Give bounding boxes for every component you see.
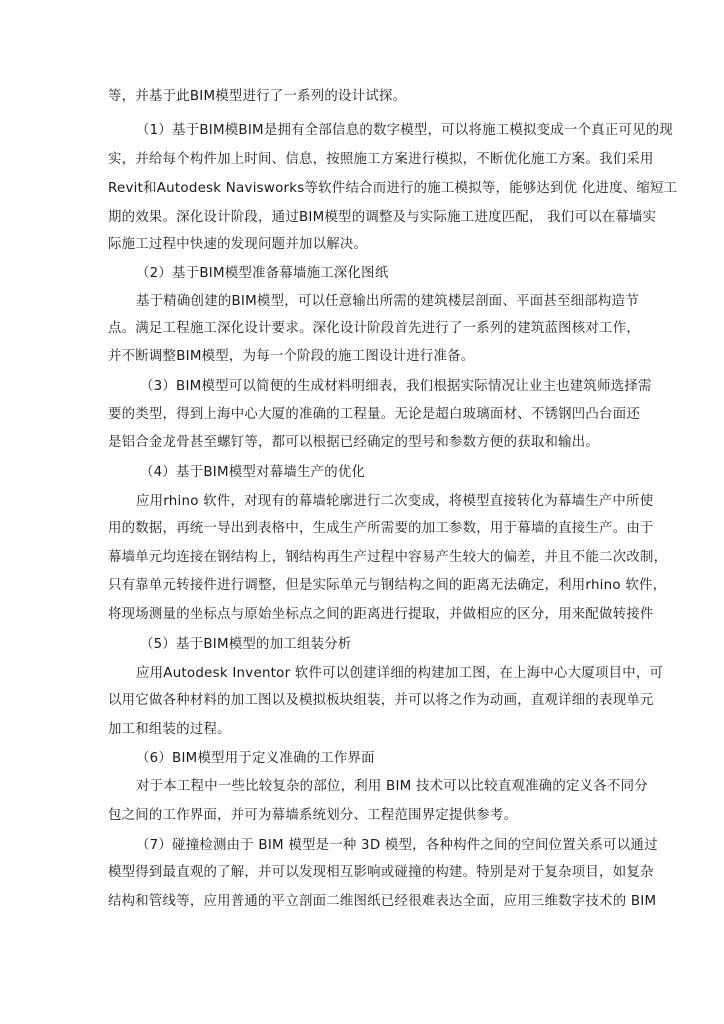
text-line: 期的效果。深化设计阶段，通过BIM模型的调整及与实际施工进度匹配， 我们可以在幕墙实 — [108, 210, 657, 225]
text-line: 基于精确创建的BIM模型，可以任意输出所需的建筑楼层剖面、平面甚至细部构造节 — [136, 294, 639, 309]
section-heading: （4）基于BIM模型对幕墙生产的优化 — [140, 465, 366, 480]
text-line: 用的数据，再统一导出到表格中，生成生产所需要的加工参数，用于幕墙的直接生产。由于 — [108, 521, 654, 536]
text-line: 应用rhino 软件，对现有的幕墙轮廓进行二次变成，将模型直接转化为幕墙生产中所使 — [136, 494, 654, 509]
text-line: 实，并给每个构件加上时间、信息，按照施工方案进行模拟，不断优化施工方案。我们采用 — [108, 152, 654, 167]
text-line: （1）基于BIM模BIM是拥有全部信息的数字模型，可以将施工模拟变成一个真正可见的现 — [136, 123, 674, 138]
text-line: 际施工过程中快速的发现问题并加以解决。 — [108, 237, 368, 252]
text-line: （3）BIM模型可以简便的生成材料明细表，我们根据实际情况让业主也建筑师选择需 — [140, 379, 652, 394]
text-line: 将现场测量的坐标点与原始坐标点之间的距离进行提取，并做相应的区分，用来配做转接件 — [108, 607, 654, 622]
text-line: 加工和组装的过程。 — [108, 722, 231, 737]
text-line: 结构和管线等，应用普通的平立剖面二维图纸已经很难表达全面，应用三维数字技术的 BIM — [108, 894, 657, 909]
text-line: 要的类型，得到上海中心大厦的准确的工程量。无论是超白玻璃面材、不锈钢凹凸台面还 — [108, 407, 640, 422]
text-line: 是铝合金龙骨甚至螺钉等，都可以根据已经确定的型号和参数方便的获取和输出。 — [108, 435, 600, 450]
text-line: 幕墙单元均连接在钢结构上，钢结构再生产过程中容易产生较大的偏差，并且不能二次改制， — [108, 550, 668, 565]
text-line: 等，并基于此BIM模型进行了一系列的设计试探。 — [108, 89, 407, 104]
text-line: 模型得到最直观的了解，并可以发现相互影响或碰撞的构建。特别是对于复杂项目，如复杂 — [108, 865, 654, 880]
section-heading: （2）基于BIM模型准备幕墙施工深化图纸 — [136, 266, 389, 281]
text-line: 只有靠单元转接件进行调整，但是实际单元与钢结构之间的距离无法确定，利用rhino 软件， — [108, 578, 667, 593]
text-line: 应用Autodesk Inventor 软件可以创建详细的构建加工图，在上海中心大厦项目中，可 — [136, 666, 664, 681]
text-line: （7）碰撞检测由于 BIM 模型是一种 3D 模型，各种构件之间的空间位置关系可以通过 — [136, 838, 658, 853]
text-line: 对于本工程中一些比较复杂的部位，利用 BIM 技术可以比较直观准确的定义各不同分 — [136, 779, 648, 794]
text-line: Revit和Autodesk Navisworks等软件结合而进行的施工模拟等，能够达到优 化进度、缩短工 — [108, 181, 678, 196]
text-line: 点。满足工程施工深化设计要求。深化设计阶段首先进行了一系列的建筑蓝图核对工作， — [108, 321, 640, 336]
text-line: 以用它做各种材料的加工图以及模拟板块组装，并可以将之作为动画，直观详细的表现单元 — [108, 693, 654, 708]
text-line: 包之间的工作界面，并可为幕墙系统划分、工程范围界定提供参考。 — [108, 808, 518, 823]
text-line: 并不断调整BIM模型，为每一个阶段的施工图设计进行准备。 — [108, 349, 475, 364]
section-heading: （6）BIM模型用于定义准确的工作界面 — [136, 751, 375, 766]
section-heading: （5）基于BIM模型的加工组装分析 — [140, 637, 352, 652]
